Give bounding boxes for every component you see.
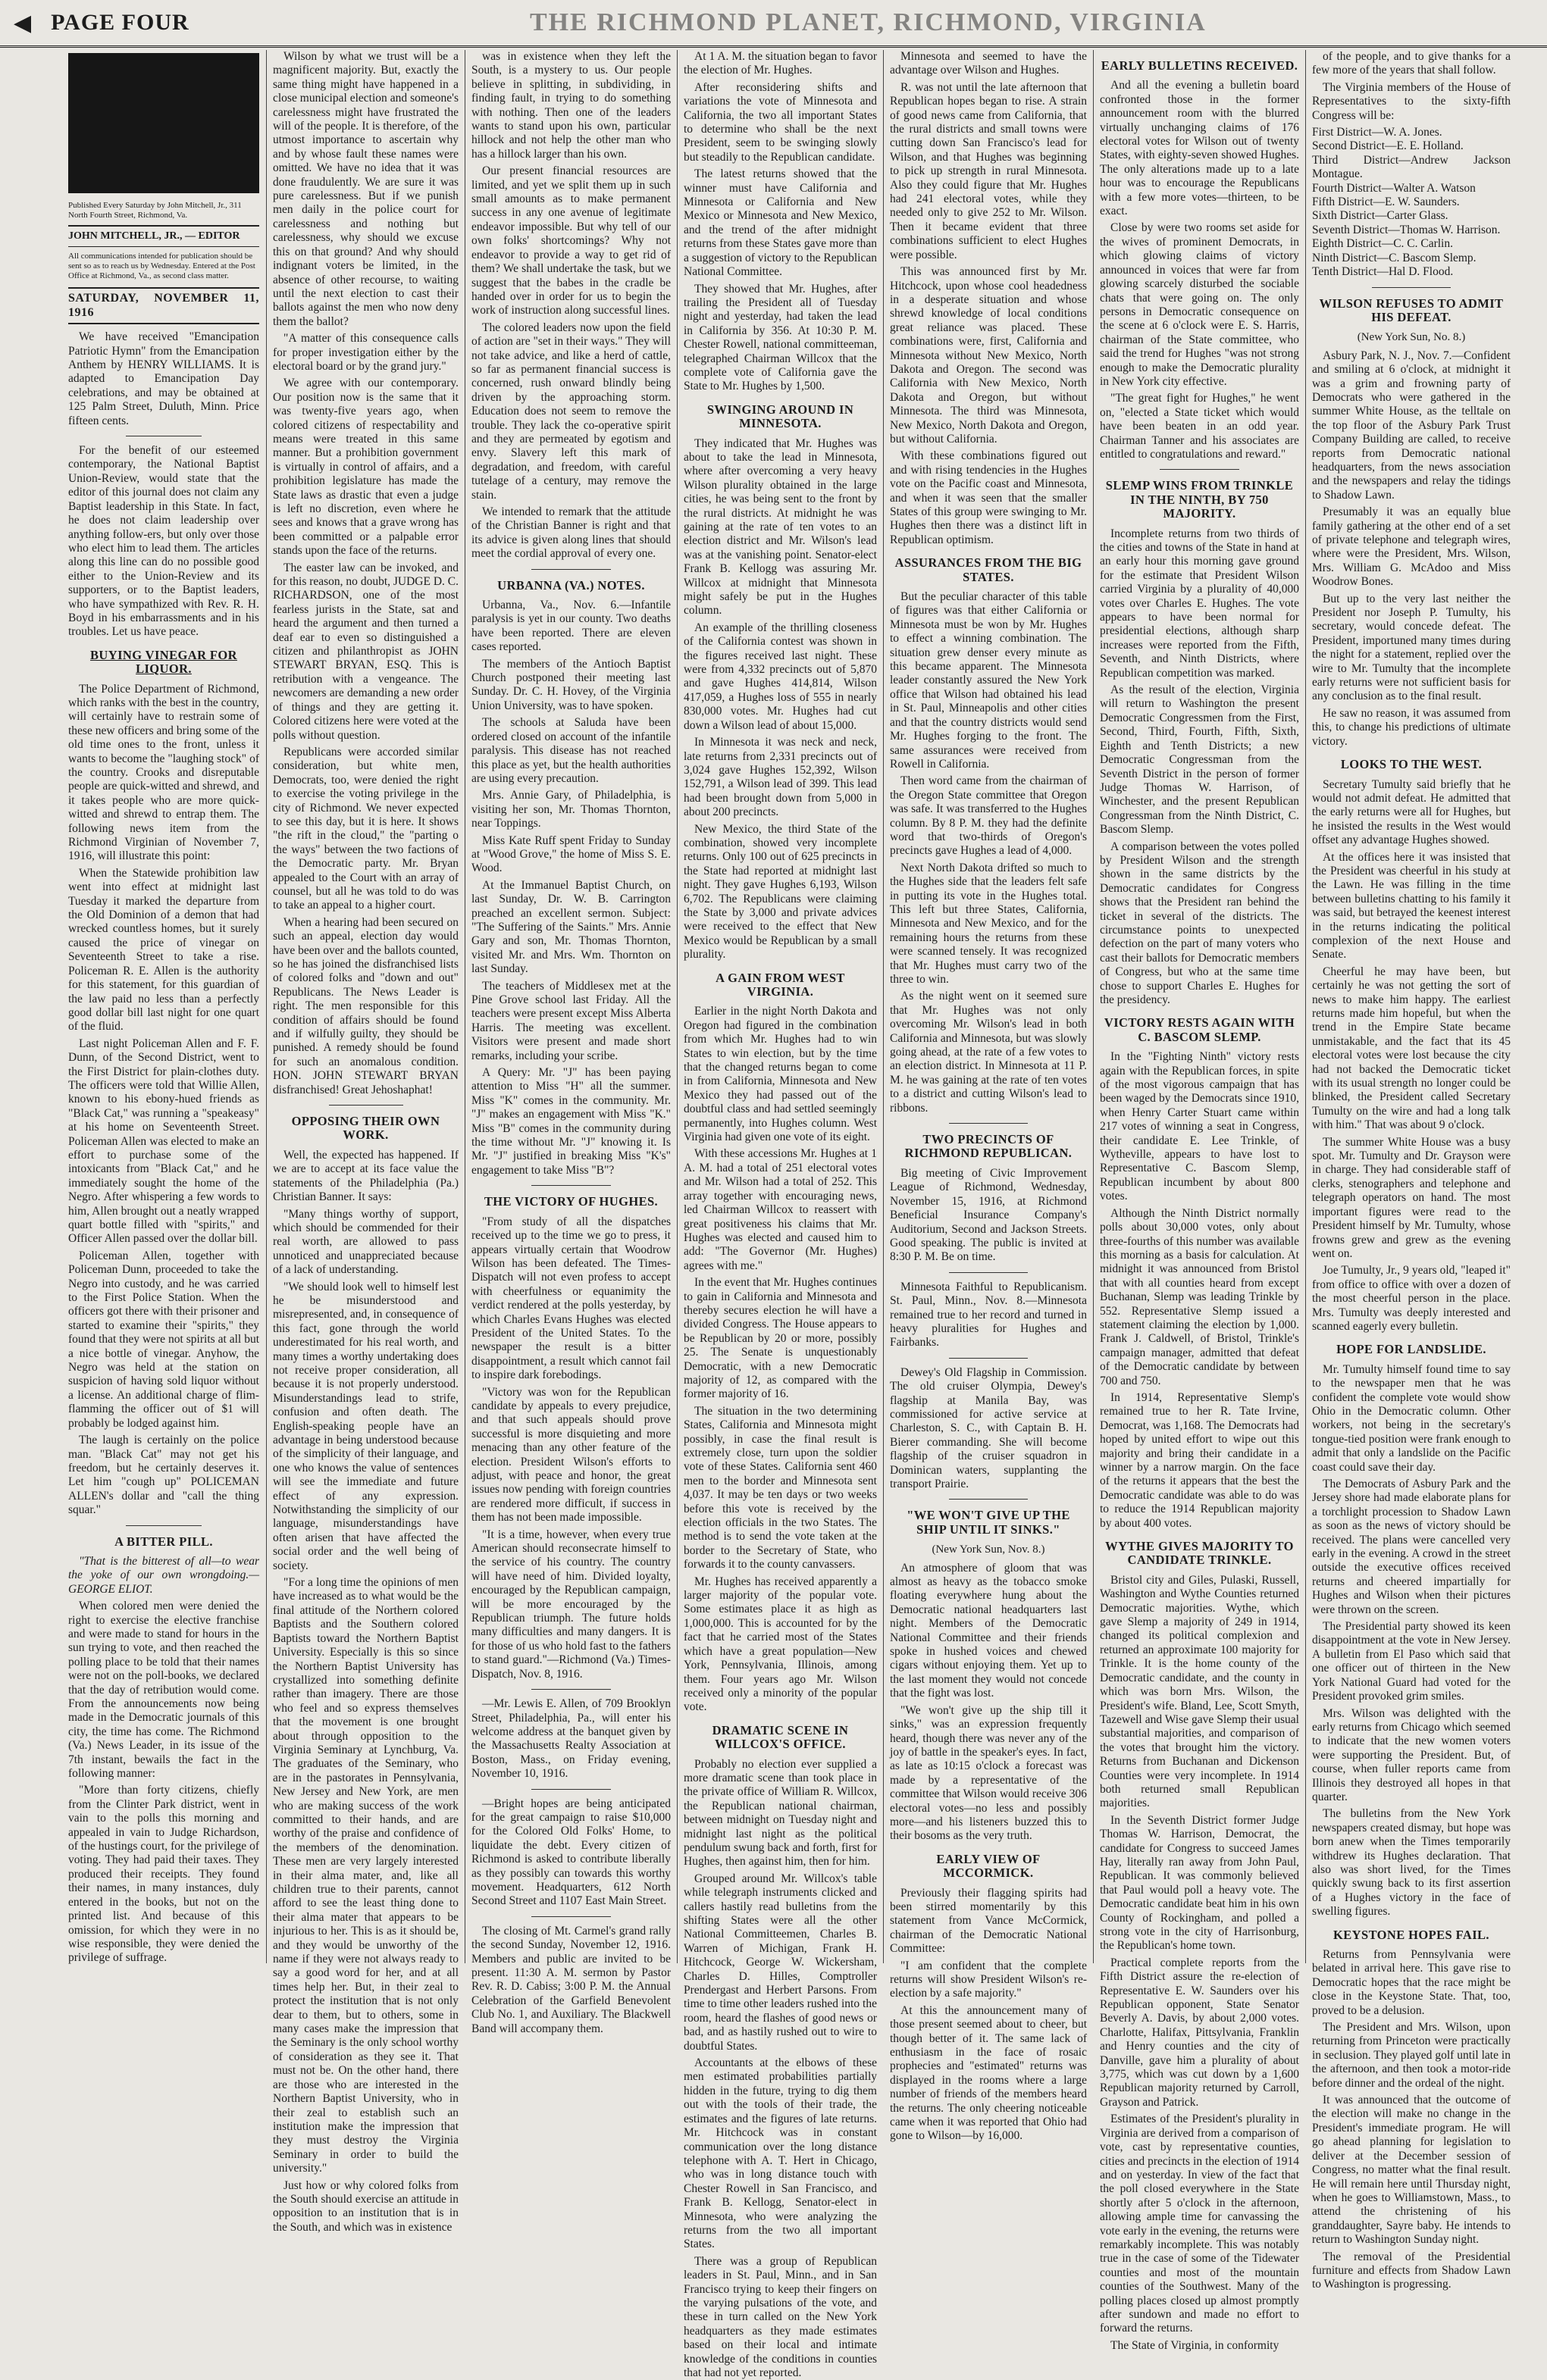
- headline-urbanna: URBANNA (VA.) NOTES.: [497, 577, 645, 593]
- article-paragraph: Republicans were accorded similar consideration, but white men, Democrats, too, were denied the right to exercise the voting privilege in the city of Richmond. We never expected to see this day, but it is here. It shows "the rift in the cloud," the "parting o the ways" between the two factions of the Democratic party. Mr. Bryan appealed to the Court with an array of counsel, but all he was told to do was to take an appeal to a higher court.: [273, 745, 459, 912]
- district-item: Tenth District—Hal D. Flood.: [1312, 265, 1454, 279]
- column-rule: [266, 50, 267, 1963]
- article-paragraph: In 1914, Representative Slemp's remained true to her R. Tate Irvine, Democrat, was 1,168. The Democrats had hoped by united effort to wipe out this majority and bring their candidate in a winner by a narrow margin. On the face of the returns it appears that the best the Democratic candidate was able to do was to reduce the 1914 Republican majority by about 400 votes.: [1100, 1390, 1299, 1530]
- headline-early-bulletins: EARLY BULLETINS RECEIVED.: [1101, 58, 1298, 73]
- separator: [126, 1525, 202, 1526]
- article-paragraph: Secretary Tumulty said briefly that he would not admit defeat. He admitted that the early returns were all for Hughes, but he insisted the results in the West would offset any advantage Hughes showed.: [1312, 777, 1511, 847]
- article-paragraph: Probably no election ever supplied a more dramatic scene than took place in the private office of William R. Willcox, the Republican national chairman, between midnight on Tuesday night and midnight last night as the political pendulum swung back and forth, first for Hughes, then against him, then for him.: [684, 1757, 877, 1869]
- column-rule: [1093, 50, 1094, 1963]
- article-paragraph: Mrs. Annie Gary, of Philadelphia, is visiting her son, Mr. Thomas Thornton, near Toppings.: [471, 789, 671, 830]
- redacted-masthead-block: [68, 53, 259, 193]
- column-5: [890, 50, 1087, 2143]
- article-paragraph: The laugh is certainly on the police man. "Black Cat" may not get his freedom, but he certainly deserves it. Let him "cough up" POLICEMAN ALLEN's dollar and "call the thing squar.": [68, 1434, 259, 1517]
- article-paragraph: —Mr. Lewis E. Allen, of 709 Brooklyn Street, Philadelphia, Pa., will enter his welcome address at the banquet given by the Massachusetts Realty Association at Boston, Mass., on Friday evening, November 10, 1916.: [471, 1697, 671, 1781]
- article-paragraph: As the result of the election, Virginia will return to Washington the present Democratic Congressmen from the First, Second, Third, Fourth, Fifth, Sixth, Eighth and Tenth Districts; a new Democratic Congressman from the Seventh District in the person of former Judge Thomas W. Harrison, of Winchester, and the present Republican Congressman from the Ninth District, C. Bascom Slemp.: [1100, 683, 1299, 837]
- article-paragraph: With these accessions Mr. Hughes at 1 A. M. had a total of 251 electoral votes and Mr. Wilson had a total of 252. This array together with encouraging news, led Chairman Willcox to reassert with great positiveness his claims that Mr. Hughes was elected and caused him to add: "The Governor (Mr. Hughes) agrees with me.": [684, 1147, 877, 1272]
- article-paragraph: When the Statewide prohibition law went into effect at midnight last Tuesday it marked the departure from the Old Dominion of a demon that had wrecked countless homes, but it surely caused the price of vinegar on Seventeenth Street to take a rise. Policeman R. E. Allen is the authority for this statement, for this guardian of the law paid no less than a perfectly good dollar bill last night for one quart of the fluid.: [68, 866, 259, 1034]
- mailing-notice: All communications intended for publication should be sent so as to reach us by Wednesday. Entered at the Post Office at Richmond, Va., as second class matter.: [68, 252, 255, 281]
- article-paragraph: As the night went on it seemed sure that Mr. Hughes was not only overcoming Mr. Wilson's lead in both California and Minnesota, but was slowly going ahead, at the rate of a few votes to an election district. In Minnesota at 11 P. M. he was gaining at the rate of ten votes to a district and cutting Wilson's lead to ribbons.: [890, 990, 1087, 1115]
- headline-wythe: WYTHE GIVES MAJORITY TO CANDIDATE TRINKLE.: [1105, 1539, 1294, 1568]
- article-paragraph: Urbanna, Va., Nov. 6.—Infantile paralysis is yet in our county. Two deaths have been reported. There are eleven cases reported.: [471, 599, 671, 654]
- article-paragraph: Mr. Tumulty himself found time to say to the newspaper men that he was confident the complete vote would show Ohio in the Democratic column. Other workers, not being in the secretary's tongue-tied position were frank enough to admit that only a landslide on the Pacific coast could save their day.: [1312, 1362, 1511, 1474]
- article-paragraph: The easter law can be invoked, and for this reason, no doubt, JUDGE D. C. RICHARDSON, one of the most fearless jurists in the State, sat and heard the argument and then turned a deaf ear to even so distinguished a citizen and philanthropist as JOHN STEWART BRYAN, ESQ. This is retribution with a vengeance. The newcomers are demanding a new order of things and they are getting it. Colored citizens here were voted at the polls without question.: [273, 561, 459, 742]
- article-paragraph: Well, the expected has happened. If we are to accept at its face value the statements of the Philadelphia (Pa.) Christian Banner. It says:: [273, 1148, 459, 1204]
- headline-opposing: OPPOSING THEIR OWN WORK.: [291, 1114, 440, 1143]
- article-paragraph: In Minnesota it was neck and neck, late returns from 2,331 precincts out of 3,024 gave Hughes 152,392, Wilson 152,791, a Wilson lead of 399. This lead had been brought down from 5,000 in about 200 precincts.: [684, 736, 877, 819]
- district-list: [1312, 126, 1511, 279]
- column-3: [471, 50, 671, 2035]
- source-line: (New York Sun, No. 8.): [1357, 331, 1466, 344]
- headline-keystone: KEYSTONE HOPES FAIL.: [1333, 1927, 1489, 1942]
- article-paragraph: Big meeting of Civic Improvement League of Richmond, Wednesday, November 15, 1916, at Richmond Beneficial Insurance Company's Auditorium, Second and Jackson Streets. Good speaking. The public is invited at 8:30 P. M. Be on time.: [890, 1166, 1087, 1264]
- article-paragraph: An atmosphere of gloom that was almost as heavy as the tobacco smoke floating everywhere hung about the Democratic national headquarters last night. Members of the Democratic National Committee and their friends spoke in hushed voices and chewed cigars without enjoying them. Yet up to the last moment they would not concede that the fight was lost.: [890, 1561, 1087, 1700]
- headline-looks-west: LOOKS TO THE WEST.: [1340, 757, 1483, 772]
- article-paragraph: The teachers of Middlesex met at the Pine Grove school last Friday. All the teachers were present except Miss Alberta Harris. The meeting was excellent. Visitors were present and made short remarks, including your scribe.: [471, 979, 671, 1062]
- article-paragraph: "From study of all the dispatches received up to the time we go to press, it appears virtually certain that Woodrow Wilson has been defeated. The Times-Dispatch will not even profess to accept with cheerfulness or equanimity the verdict rendered at the polls yesterday, by which Charles Evans Hughes was elected President of the United States. To the newspaper the result is a bitter disappointment, a result which cannot fail to inspire dark forebodings.: [471, 1215, 671, 1382]
- article-paragraph: The Democrats of Asbury Park and the Jersey shore had made elaborate plans for a torchlight procession to Shadow Lawn as soon as the news of victory should be received. The plans were cancelled very early in the evening. A crowd in the street outside the executive offices received returns and cheered impartially for Hughes and Wilson when their pictures were thrown on the screen.: [1312, 1478, 1511, 1616]
- separator: [949, 1358, 1028, 1359]
- article-paragraph: Accountants at the elbows of these men estimated probabilities partially hidden in the future, trying to dig them out with the tools of their trade, the estimates and the figures of late returns. Mr. Hitchcock was in constant communication over the long distance telephone with A. T. Hert in Chicago, who was in long distance touch with Chester Rowell in San Francisco, and Frank B. Kellogg, Senator-elect in Minnesota, who were analyzing the returns from the two all important States.: [684, 2056, 877, 2251]
- news-brief: Minnesota Faithful to Republicanism. St. Paul, Minn., Nov. 8.—Minnesota remained true to her record and turned in heavy pluralities for Hughes and Fairbanks.: [890, 1280, 1087, 1350]
- headline-richmond-precincts: TWO PRECINCTS OF RICHMOND REPUBLICAN.: [904, 1132, 1073, 1161]
- headline-minnesota: SWINGING AROUND IN MINNESOTA.: [706, 402, 854, 431]
- separator: [1160, 469, 1239, 470]
- article-paragraph: The latest returns showed that the winner must have California and Minnesota or California and New Mexico or Minnesota and New Mexico, and the trend of the after midnight returns from these States gave more than a suggestion of victory to the Republican National Committee.: [684, 167, 877, 279]
- article-paragraph: Practical complete reports from the Fifth District assure the re-election of Representative E. W. Saunders over his Republican opponent, State Senator Beverly A. Davis, by about 2,000 votes. Charlotte, Halifax, Pittsylvania, Franklin and Henry counties and the city of Danville, gave him a plurality of about 3,775, which was cut down by a 1,600 Republican majority returned by Carroll, Grayson and Patrick.: [1100, 1956, 1299, 2109]
- article-paragraph: Although the Ninth District normally polls about 30,000 votes, only about three-fourths of this number was available this morning as a basis for calculation. At midnight it was announced from Bristol that with all counties heard from except Buchanan, Slemp was leading Trinkle by 552. Representative Slemp issued a statement claiming the election by 1,000. Frank J. Caldwell, of Bristol, Trinkle's campaign manager, admitted that defeat of the Democratic candidate by between 700 and 750.: [1100, 1206, 1299, 1387]
- column-2: [273, 50, 459, 2234]
- column-1: [68, 50, 259, 1963]
- headline-willcox-office: DRAMATIC SCENE IN WILLCOX'S OFFICE.: [712, 1722, 849, 1752]
- article-paragraph: A comparison between the votes polled by President Wilson and the strength shown in the same districts by the Democratic candidates for Congress shows that the President ran behind the ticket in several of the districts. The circumstance points to unexpected defection on the part of many voters who cast their ballots for Democratic members of Congress, but who at the same time chose to support Charles E. Hughes for the presidency.: [1100, 840, 1299, 1006]
- column-rule: [1305, 50, 1306, 1963]
- article-paragraph: of the people, and to give thanks for a few more of the years that shall follow.: [1312, 50, 1511, 77]
- article-paragraph: The colored leaders now upon the field of action are "set in their ways." They will not take advice, and like a herd of cattle, so far as permanent financial success is concerned, rush onward blindly being driven by the approaching storm. Education does not seem to remove the trouble. They lack the co-operative spirit and they are permeated by egotism and envy. Slavery left this mark of degradation, and freedom, with careful tutelage of a century, may remove the stain.: [471, 321, 671, 502]
- article-paragraph: "It is a time, however, when every true American should reconsecrate himself to the service of his country. The country will have need of him. Divided loyalty, encouraged by the Republican campaign, will be more encouraged by the Republican triumph. The future holds many difficulties and many dangers. It is for those of us who hold fast to the fathers to stand guard."—Richmond (Va.) Times-Dispatch, Nov. 8, 1916.: [471, 1528, 671, 1681]
- headline-wilson-refuses: WILSON REFUSES TO ADMIT HIS DEFEAT.: [1319, 296, 1504, 324]
- separator: [949, 1123, 1028, 1124]
- district-item: Eighth District—C. C. Carlin.: [1312, 237, 1453, 251]
- column-rule: [883, 50, 884, 1963]
- column-rule: [677, 50, 678, 1963]
- article-paragraph: Just how or why colored folks from the South should exercise an attitude in opposition to an institution that is in the South, and which was in existence: [273, 2178, 459, 2234]
- separator: [531, 569, 611, 570]
- article-paragraph: "The great fight for Hughes," he went on, "elected a State ticket which would have been beaten in an odd year. Chairman Tanner and his associates are entitled to congratulations and reward.": [1100, 392, 1299, 461]
- issue-date: SATURDAY, NOVEMBER 11, 1916: [68, 287, 259, 324]
- article-paragraph: When colored men were denied the right to exercise the elective franchise and were made to stand for hours in the sun trying to vote, and then reached the polling place to be told that their names were not on the poll-books, we declared that the day of retribution would come. From the announcements now being made in the Democratic journals of this city, the time has come. The Richmond (Va.) News Leader, in its issue of the 7th instant, bewails the fact in the following manner:: [68, 1600, 259, 1781]
- article-paragraph: There was a group of Republican leaders in St. Paul, Minn., and in San Francisco trying to keep their fingers on the varying pulsations of the vote, and these in turn called on the New York headquarters as they made estimates based on their local and intimate knowledge of the conditions in counties that had not yet reported.: [684, 2254, 877, 2379]
- article-paragraph: Mr. Hughes has received apparently a larger majority of the popular vote. Some estimates place it as high as 1,000,000. This is accounted for by the fact that he carried most of the States which have a great population—New York, Pennsylvania, Illinois, among them. Four years ago Mr. Wilson received only a minority of the popular vote.: [684, 1575, 877, 1714]
- article-paragraph: When a hearing had been secured on such an appeal, election day would have been over and the ballots counted, so he has joined the disfranchised lists of colored folks and "down and out" Republicans. The News Leader is right. The men responsible for this condition of affairs should be found and if wilfully guilty, they should be punished. A remedy should be found for such an anomalous condition. HON. JOHN STEWART BRYAN disfranchised! Great Jehoshaphat!: [273, 915, 459, 1096]
- column-7: [1312, 50, 1511, 2291]
- paper-title: THE RICHMOND PLANET, RICHMOND, VIRGINIA: [529, 8, 1207, 36]
- article-paragraph: "More than forty citizens, chiefly from the Clinter Park district, went in vain to the polls this morning and appealed in vain to Judge Richardson, of the hustings court, for the privilege of voting. They had paid their taxes. They produced their receipts. They found their names, in many instances, duly entered in the books, but not on the printed list. And because of this omission, for which they were in no wise responsible, they were denied the privilege of suffrage.: [68, 1784, 259, 1965]
- article-paragraph: —Bright hopes are being anticipated for the great campaign to raise $10,000 for the Colored Old Folks' Home, to liquidate the debt. Every citizen of Richmond is asked to contribute liberally as they possibly can towards this worthy movement. Headquarters, 612 North Second Street and 1107 East Main Street.: [471, 1797, 671, 1908]
- article-paragraph: "I am confident that the complete returns will show President Wilson's re-election by a safe majority.": [890, 1959, 1087, 2000]
- article-paragraph: Previously their flagging spirits had been stirred momentarily by this statement from Vance McCormick, chairman of the Democratic National Committee:: [890, 1886, 1087, 1956]
- article-paragraph: Last night Policeman Allen and F. F. Dunn, of the Second District, went to the First District for plain-clothes duty. The officers were told that Willie Allen, known to his ebony-hued friends as "Black Cat," was running a "speakeasy" at his home on Seventeenth Street. Policeman Allen was elected to make an effort to purchase some of the intoxicants from "Black Cat," and he immediately sought the home of the Negro. After whispering a few words to him, Allen brought out a neatly wrapped quart bottle filled with "spirits," and Officer Allen passed over the dollar bill.: [68, 1037, 259, 1246]
- article-paragraph: Cheerful he may have been, but certainly he was not getting the sort of news to make him happy. The earliest returns made him hopeful, but when the trend in the Empire State became unmistakable, and the fact that its 45 electoral votes were lost because the city had not backed the Democratic ticket with its usual strength no longer could be blinked, the President called Secretary Tumulty on the wire and had a long talk with him." That was about 9 o'clock.: [1312, 965, 1511, 1132]
- article-paragraph: The situation in the two determining States, California and Minnesota might possibly, in case the final result is extremely close, turn upon the soldier vote of these States. California sent 460 men to the border and Minnesota sent 4,037. It may be ten days or two weeks before this vote is received by the election officials in the two States. The method is to send the vote taken at the border to the Secretary of State, who forwards it to the county canvassers.: [684, 1404, 877, 1572]
- article-paragraph: With these combinations figured out and with rising tendencies in the Hughes vote on the Pacific coast and Minnesota, and when it was seen that the smaller States of this group were swinging to Mr. Hughes then there was a distinct lift in Republican optimism.: [890, 449, 1087, 546]
- epigraph-quote: "That is the bitterest of all—to wear the yoke of our own wrongdoing.—GEORGE ELIOT.: [68, 1554, 259, 1596]
- headline-vinegar: BUYING VINEGAR FOR LIQUOR.: [90, 647, 237, 677]
- district-item: Fourth District—Walter A. Watson: [1312, 181, 1476, 195]
- district-item: First District—W. A. Jones.: [1312, 126, 1442, 139]
- article-paragraph: They showed that Mr. Hughes, after trailing the President all of Tuesday night and yesterday, had taken the lead in California by 356. At 10:30 P. M. Chester Rowell, national committeeman, telegraphed Chairman Willcox that the complete vote of California gave the State to Mr. Hughes by 1,500.: [684, 282, 877, 393]
- separator: [531, 1185, 611, 1186]
- article-paragraph: Wilson by what we trust will be a magnificent majority. But, exactly the same thing might have happened in a close municipal election and someone's carelessness might have frustrated the will of the people. It is therefore, of the utmost importance to ascertain why and by whose fault these names were omitted. We have no idea that it was done fraudulently. We are sure it was pure carelessness. But if we punish men daily in the police court for carelessness and nothing but carelessness, why should we excuse this on that ground? And why should indignant voters be limited, in the absence of other recourse, to waiting until the next election to cast their ballots against the men who now deny them the ballot?: [273, 50, 459, 328]
- article-paragraph: Bristol city and Giles, Pulaski, Russell, Washington and Wythe Counties returned Democratic majorities. Wythe, which gave Slemp a majority of 249 in 1914, changed its political complexion and returned an approximate 100 majority for Trinkle. It is the home county of the Democratic candidate, and the county in which was born Mrs. Wilson, the President's wife. Bland, Lee, Scott Smyth, Tazewell and Wise gave Slemp their usual substantial majorities, and comparison of the votes that brought him the victory. Returns from Buchanan and Dickenson Counties were very incomplete. In 1914 both returned small Republican majorities.: [1100, 1573, 1299, 1810]
- page-corner-mark: ◀: [14, 10, 32, 36]
- article-paragraph: At the Immanuel Baptist Church, on last Sunday, Dr. W. B. Carrington preached an excellent sermon. Subject: "The Suffering of the Saints." Mrs. Annie Gary and son, Mr. Thomas Thornton, visited Mr. and Mrs. Wm. Thornton on last Sunday.: [471, 878, 671, 976]
- article-paragraph: Estimates of the President's plurality in Virginia are derived from a comparison of vote, cast by representative counties, cities and precincts in the election of 1914 and on yesterday. In view of the fact that the poll closed everywhere in the State shortly after 5 o'clock in the afternoon, allowing ample time for canvassing the vote early in the evening, the returns were remarkably incomplete. This was notably true in the case of some of the Tidewater counties and most of the mountain counties of the Southwest. Many of the polling places closed up almost promptly after sundown and made no effort to forward the returns.: [1100, 2113, 1299, 2335]
- district-item: Sixth District—Carter Glass.: [1312, 209, 1448, 223]
- news-brief: Dewey's Old Flagship in Commission. The old cruiser Olympia, Dewey's flagship at Manila Bay, was commissioned for active service at Charleston, S. C., with Captain B. H. Bierer commanding. She will become flagship of the cruiser squadron in Dominican waters, supplanting the transport Prairie.: [890, 1365, 1087, 1490]
- separator: [531, 1916, 611, 1917]
- article-paragraph: We have received "Emancipation Patriotic Hymn" from the Emancipation Anthem by HENRY WILLIAMS. It is adapted to Emancipation Day celebrations, and may be obtained at 125 Palm Street, Duluth, Minn. Price fifteen cents.: [68, 330, 259, 427]
- article-paragraph: Minnesota and seemed to have the advantage over Wilson and Hughes.: [890, 50, 1087, 77]
- article-paragraph: New Mexico, the third State of the combination, showed very incomplete returns. Only 100 out of 625 precincts in the State had reported at midnight last night. They gave Hughes 6,193, Wilson 6,702. The Republicans were claiming the State by 3,000 and private advices were received to the effect that New Mexico would be Republican by a small plurality.: [684, 822, 877, 962]
- article-paragraph: They indicated that Mr. Hughes was about to take the lead in Minnesota, where after overcoming a very heavy Wilson plurality obtained in the large cities, he was being sent to the front by the rural districts. At midnight he was gaining at the rate of ten votes to an election district and Mr. Wilson's lead was at the vanishing point. Senator-elect Frank B. Kellogg was assuring Mr. Willcox at midnight that Minnesota might safely be put in the Hughes column.: [684, 436, 877, 618]
- headline-landslide: HOPE FOR LANDSLIDE.: [1336, 1342, 1486, 1357]
- article-paragraph: And all the evening a bulletin board confronted those in the former announcement room with the blurred virtually unchanging claims of 176 electoral votes for Wilson out of twenty States, with eighty-seven showed Hughes. The only alterations made up to a late hour was to encourage the Republicans with a few more votes—thirteen, to be exact.: [1100, 79, 1299, 218]
- article-paragraph: But the peculiar character of this table of figures was that either California or Minnesota must be won by Mr. Hughes to effect a winning combination. The situation grew denser every minute as this became apparent. The Minnesota leader constantly assured the New York office that Wilson had obtained his lead in St. Paul, Minneapolis and other cities and that the country districts would send Mr. Hughes forging to the front. The same assurances were received from Rowell in California.: [890, 590, 1087, 771]
- headline-give-up-ship: "WE WON'T GIVE UP THE SHIP UNTIL IT SINKS.": [907, 1508, 1070, 1537]
- article-paragraph: But up to the very last neither the President nor Joseph P. Tumulty, his secretary, would concede defeat. The President, importuned many times during the night for a statement, replied over the wire to Mr. Tumulty that the incomplete early returns were not sufficient basis for any conclusion as to the final result.: [1312, 592, 1511, 703]
- article-paragraph: Mrs. Wilson was delighted with the early returns from Chicago which seemed to indicate that the new women voters were supporting the President. But, of course, when fuller reports came from Illinois they destroyed all hopes in that quarter.: [1312, 1706, 1511, 1803]
- article-paragraph: The President and Mrs. Wilson, upon returning from Princeton were practically in seclusion. They played golf until late in the afternoon, and then took a motor-ride before dinner and the ordeal of the night.: [1312, 2021, 1511, 2090]
- article-paragraph: The members of the Antioch Baptist Church postponed their meeting last Sunday. Dr. C. H. Hovey, of the Virginia Union University, was to have spoken.: [471, 657, 671, 712]
- article-paragraph: After reconsidering shifts and variations the vote of Minnesota and California, the two all important States to determine who shall be the next President, seem to be swinging slowly but steadily to the Republican candidate.: [684, 80, 877, 164]
- headline-west-virginia: A GAIN FROM WEST VIRGINIA.: [716, 970, 845, 999]
- publisher-info: Published Every Saturday by John Mitchell, Jr., 311 North Fourth Street, Richmond, Va.: [68, 201, 242, 220]
- article-paragraph: Joe Tumulty, Jr., 9 years old, "leaped it" from office to office with over a dozen of the most cheerful person in the place. Mrs. Tumulty was deeply interested and scanned eagerly every bulletin.: [1312, 1264, 1511, 1333]
- article-paragraph: For the benefit of our esteemed contemporary, the National Baptist Union-Review, would state that the editor of this journal does not claim any Baptist leadership in this State. In fact, he does not claim leadership over anything follow-ers, but only over those who elect him to lead them. The articles along this line can do no possible good either to the Union-Review and its supporters, or to the Baptist leaders, who have sympathized with Rev. R. H. Boyd in his embarrassments and in his troubles. Let us have peace.: [68, 444, 259, 639]
- article-paragraph: Earlier in the night North Dakota and Oregon had figured in the combination from which Mr. Hughes had to win States to win election, but by the time that the changed returns began to come in from California, Minnesota and New Mexico they had passed out of the doubtful class and had settled seemingly permanently, into Hughes column. West Virginia had given one vote of its eight.: [684, 1005, 877, 1144]
- article-paragraph: Then word came from the chairman of the Oregon State committee that Oregon was safe. It was transferred to the Hughes column. By 8 P. M. they had the definite word that two-thirds of Oregon's precincts gave Hughes a lead of 4,000.: [890, 774, 1087, 858]
- district-item: Ninth District—C. Bascom Slemp.: [1312, 251, 1477, 264]
- article-paragraph: The Virginia members of the House of Representatives to the sixty-fifth Congress will be:: [1312, 80, 1511, 122]
- article-paragraph: "We should look well to himself lest he be misunderstood and misrepresented, and, in consequence of this fact, gone through the world underestimated for his real worth, and many times a worthy undertaking does not receive proper consideration, all because it is not properly understood. Misunderstandings lead to strife, confusion and often death. The English-speaking people have an advantage in being understood because of the simplicity of their language, and one who knows the value of sentences will see the immediate and future effect of any expression. Notwithstanding the simplicity of our language, misunderstandings have often arisen that have affected the social order and the well being of society.: [273, 1280, 459, 1572]
- district-item: Fifth District—E. W. Saunders.: [1312, 195, 1460, 209]
- headline-bitter-pill: A BITTER PILL.: [114, 1534, 213, 1549]
- article-paragraph: Incomplete returns from two thirds of the cities and towns of the State in hand at an early hour this morning gave ground for the estimate that President Wilson carried Virginia by a plurality of 40,000 votes over Charles E. Hughes. The vote appears to have been normal for presidential elections, although sharp increases were reported from the Fifth, Seventh, and Ninth Districts, where Republican competition was marked.: [1100, 527, 1299, 680]
- article-paragraph: Miss Kate Ruff spent Friday to Sunday at "Wood Grove," the home of Miss S. E. Wood.: [471, 833, 671, 875]
- editor-line: JOHN MITCHELL, JR., — EDITOR: [68, 225, 259, 247]
- headline-victory-hughes: THE VICTORY OF HUGHES.: [484, 1194, 659, 1209]
- district-item: Second District—E. E. Holland.: [1312, 139, 1464, 153]
- article-paragraph: In the Seventh District former Judge Thomas W. Harrison, Democrat, the candidate for Congress to succeed James Hay, literally ran away from John Paul, Republican. It was commonly believed that Paul would poll a heavy vote. The Democratic candidate beat him in his own County of Rockingham, and polled a strong vote in the city of Harrisonburg, the Republican's home town.: [1100, 1813, 1299, 1953]
- headline-mccormick: EARLY VIEW OF MCCORMICK.: [936, 1851, 1041, 1881]
- article-paragraph: "For a long time the opinions of men have increased as to what would be the final attitude of the Northern colored Baptists and the Southern colored Baptists toward the Northern Baptist University. Especially is this so since the Northern Baptist University has crystallized into something definite rather than imagery. There are those who feel and so express themselves that the movement is one brought about through opposition to the Virginia Seminary at Lynchburg, Va. The graduates of the Seminary, who are in the pastorates in Pennsylvania, New Jersey and New York, are men who are making success of the work committed to their hands, and are worthy of the praise and confidence of the members of the denomination. These men are very largely interested in their alma mater, and, like all children true to their parents, cannot afford to see the least thing done to their alma mater that appears to be injurious to her. This is as it should be, and they would be unworthy of the name if they were not always ready to say a good word for her, and at all times help her. But, in their zeal to protect the institution that is not only dear to them, but to others, some in many cases make the impression that the Seminary is the only school worthy of consideration as they see it. That must not be. On the other hand, there are those who are interested in the Northern Baptist University, who in their zeal to establish such an institution make the impression that they must destroy the Virginia Seminary in order to build the university.": [273, 1576, 459, 2175]
- article-paragraph: In the "Fighting Ninth" victory rests again with the Republican forces, in spite of the most vigorous campaign that has been waged by the Democrats since 1910, when Henry Carter Stuart came within 217 votes of winning a seat in Congress, their candidate E. Lee Trinkle, of Wytheville, appears to have lost to Representative C. Bascom Slemp, Republican incumbent by about 800 votes.: [1100, 1050, 1299, 1203]
- article-paragraph: He saw no reason, it was assumed from this, to change his predictions of ultimate victory.: [1312, 706, 1511, 748]
- article-paragraph: We agree with our contemporary. Our position now is the same that it was twenty-five years ago, when colored citizens of respectability and means were treated in this same manner. But a prohibition government is virtually in control of affairs, and a prohibition legislature has made the State laws as drastic that even a judge is left no discretion, even where he sees and knows that a grave wrong has been committed or a palpable error stands upon the face of the returns.: [273, 377, 459, 558]
- article-paragraph: At 1 A. M. the situation began to favor the election of Mr. Hughes.: [684, 50, 877, 77]
- column-4: [684, 50, 877, 2379]
- article-paragraph: At the offices here it was insisted that the President was cheerful in his study at the Lawn. He was filling in the time between bulletins chatting to his family it was said, but betrayed the keenest interest in the returns indicating the political complexion of the next House and Senate.: [1312, 850, 1511, 962]
- headline-slemp-wins: SLEMP WINS FROM TRINKLE IN THE NINTH, BY 750 MAJORITY.: [1105, 478, 1294, 521]
- source-line: (New York Sun, Nov. 8.): [932, 1543, 1045, 1556]
- page-label: PAGE FOUR: [51, 10, 189, 35]
- article-paragraph: Presumably it was an equally blue family gathering at the other end of a set of private telephone and telegraph wires, where were the President, Mrs. Wilson, Mrs. William G. McAdoo and Miss Woodrow Bones.: [1312, 505, 1511, 589]
- district-item: Third District—Andrew Jackson Montague.: [1312, 153, 1511, 181]
- article-paragraph: A Query: Mr. "J" has been paying attention to Miss "H" all the summer. Miss "K" comes in the community. Mr. "J" makes an engagement with Miss "K." Miss "B" comes in the community during the time without Mr. "J" knowing it. Is Mr. "J" justified in breaking Miss "K's" engagement to take Miss "B"?: [471, 1066, 671, 1177]
- article-paragraph: We intended to remark that the attitude of the Christian Banner is right and that its advice is given along lines that should meet the cordial approval of every one.: [471, 505, 671, 561]
- article-paragraph: Close by were two rooms set aside for the wives of prominent Democrats, in which glowing claims of victory announced in voices that were far from glowing scarcely disturbed the sociable chats that were going on. The only persons in Democratic consequence on the scene at 6 o'clock were E. S. Harris, chairman of the State committee, who said the trend for Hughes "was not strong enough to make the Democratic plurality in New York city effective.: [1100, 221, 1299, 388]
- article-paragraph: Asbury Park, N. J., Nov. 7.—Confident and smiling at 6 o'clock, at midnight it was a grim and frowning party of Democrats who were gathered in the summer White House, as the telltale on the top floor of the Asbury Park Trust Company Building are called, to receive reports from Democratic national headquarters, from the news association and the newspapers and relay the tidings to Shadow Lawn.: [1312, 349, 1511, 502]
- article-paragraph: Returns from Pennsylvania were belated in arrival here. This gave rise to Democratic hopes that the race might be close in the Keystone State. That, too, proved to be a delusion.: [1312, 1948, 1511, 2017]
- separator: [531, 1789, 611, 1790]
- article-paragraph: In the event that Mr. Hughes continues to gain in California and Minnesota and thereby secures election he will have a divided Congress. The House appears to be Republican by 20 or more, possibly 25. The Senate is unquestionably Democratic, with a new Democratic majority of 12, as compared with the former majority of 16.: [684, 1276, 877, 1401]
- article-paragraph: "Victory was won for the Republican candidate by appeals to every prejudice, and that such appeals should prove successful is more disquieting and more menacing than any other feature of the election. President Wilson's efforts to adjust, with peace and honor, the great issues now pending with foreign countries are rendered more difficult, if success in them has not been made impossible.: [471, 1385, 671, 1525]
- separator: [1372, 287, 1451, 288]
- article-paragraph: "Many things worthy of support, which should be commended for their real worth, are allowed to pass unnoticed and unappreciated because of a lack of understanding.: [273, 1207, 459, 1277]
- article-paragraph: The bulletins from the New York newspapers created dismay, but hope was born anew when the Times temporarily withdrew its Hughes declaration. That also was short lived, for the Times quickly swung back to its first assertion of a Hughes victory in the face of swelling figures.: [1312, 1807, 1511, 1919]
- article-paragraph: "A matter of this consequence calls for proper investigation either by the electoral board or by the grand jury.": [273, 332, 459, 373]
- article-paragraph: Policeman Allen, together with Policeman Dunn, proceeded to take the Negro into custody, and he was carried to the First Police Station. When the officers got there with their prisoner and started to examine their "spirits," they found that they were not spirits at all but a nice bottle of vinegar. Anyhow, the Negro was held at the station on suspicion of having sold liquor without a license. An additional charge of flim-flamming the officer out of $1 will probably be lodged against him.: [68, 1249, 259, 1430]
- article-paragraph: The State of Virginia, in conformity: [1110, 2338, 1279, 2352]
- article-paragraph: The removal of the Presidential furniture and effects from Shadow Lawn to Washington is progressing.: [1312, 2250, 1511, 2291]
- article-paragraph: The schools at Saluda have been ordered closed on account of the infantile paralysis. This disease has not reached this place as yet, but the health authorities are using every precaution.: [471, 716, 671, 785]
- masthead: [0, 0, 1547, 48]
- article-paragraph: Next North Dakota drifted so much to the Hughes side that the leaders felt safe in putting its vote in the Hughes total. This left but three States, California, Minnesota and New Mexico, and for the remaining hours the returns from these were scanned tensely. It was recognized that Mr. Hughes must carry two of the three to win.: [890, 861, 1087, 986]
- district-item: Seventh District—Thomas W. Harrison.: [1312, 223, 1501, 236]
- article-paragraph: The closing of Mt. Carmel's grand rally the second Sunday, November 12, 1916. Members and public are invited to be present. 11:30 A. M. sermon by Pastor Rev. R. D. Cabiss; 3:00 P. M. the Annual Celebration of the Garfield Benevolent Club No. 1, and Auxiliary. The Blackwell Band will accompany them.: [471, 1924, 671, 2035]
- article-paragraph: Grouped around Mr. Willcox's table while telegraph instruments clicked and callers hastily read bulletins from the shifting States were all the other National Committeemen, Charles B. Warren of Michigan, Frank H. Hitchcock, George W. Wickersham, Charles D. Hilles, Comptroller Prendergast and Herbert Parsons. From time to time other leaders rushed into the room, heard the flashes of good news or bad, and as hastily rushed out to wire to doubtful States.: [684, 1872, 877, 2053]
- headline-big-states: ASSURANCES FROM THE BIG STATES.: [894, 555, 1082, 584]
- article-paragraph: "We won't give up the ship till it sinks," was an expression frequently heard, though there was never any of the joy of battle in the speaker's eyes. In fact, as late as 10:15 o'clock a forecast was made by a representative of the committee that Wilson would receive 306 electoral votes—no less and possibly more—and his listeners buzzed this to their bosoms as the very truth.: [890, 1703, 1087, 1843]
- article-paragraph: The summer White House was a busy spot. Mr. Tumulty and Dr. Grayson were in charge. They had considerable staff of clerks, stenographers and telephone and telegraph operators on hand. The most important figures were read to the President himself by Mr. Tumulty, whose frowns grew and grew as the evening went on.: [1312, 1135, 1511, 1260]
- separator: [329, 1105, 403, 1106]
- separator: [531, 1689, 611, 1690]
- article-paragraph: Our present financial resources are limited, and yet we split them up in such small amounts as to make permanent success in any one avenue of legitimate endeavor impossible. But why tell of our own folks' shortcomings? Why not endeavor to provide a way to get rid of them? We shall undertake the task, but we suggest that the babes in the cradle be handed over in order for us to begin the work of instruction along successful lines.: [471, 164, 671, 317]
- separator: [949, 1272, 1028, 1273]
- article-paragraph: At this the announcement many of those present seemed about to cheer, but though better of it. The same lack of enthusiasm in the face of rosaic prophecies and "estimated" returns was displayed in the rooms where a large number of friends of the members heard the returns. The only cheering noticeable came when it was reported that Ohio had gone to Wilson—by 16,000.: [890, 2003, 1087, 2143]
- headline-victory-slemp: VICTORY RESTS AGAIN WITH C. BASCOM SLEMP.: [1104, 1015, 1295, 1044]
- article-paragraph: It was announced that the outcome of the election will make no change in the President's immediate program. He will go ahead planning for legislation to deliver at the December session of Congress, no matter what the final result. He will remain here until Thursday night, when he goes to Williamstown, Mass., to attend the christening of his granddaughter, Sayre baby. He intends to return to Washington Sunday night.: [1312, 2094, 1511, 2247]
- article-paragraph: The Police Department of Richmond, which ranks with the best in the country, will certainly have to restrain some of these new officers and bring some of the old time ones to the front, unless it wants to become the "laughing stock" of the country. Crooks and disreputable people are quick-witted and shrewd, and it takes people who are more quick-witted and shrewd to entrap them. The following news item from the Richmond Virginian of November 7, 1916, will illustrate this point:: [68, 682, 259, 863]
- article-paragraph: The Presidential party showed its keen disappointment at the vote in New Jersey. A bulletin from El Paso which said that one officer out of thirteen in the New York National Guard had voted for the President provoked grim smiles.: [1312, 1620, 1511, 1703]
- separator: [949, 1499, 1028, 1500]
- article-paragraph: An example of the thrilling closeness of the California contest was shown in the figures received last night. These were from 4,332 precincts out of 5,870 and gave Hughes 414,814, Wilson 417,059, a Hughes loss of 555 in nearly 830,000 votes. Mr. Hughes had cut down a Wilson lead of about 15,000.: [684, 621, 877, 732]
- article-paragraph: This was announced first by Mr. Hitchcock, upon whose cool headedness in a desperate situation and whose shrewd knowledge of local conditions great reliance was placed. These combinations were, first, California and Minnesota without New Mexico, North Dakota and Oregon. The second was California with New Mexico, North Dakota and Oregon, but without Minnesota. The third was Minnesota, New Mexico, North Dakota and Oregon, but without California.: [890, 265, 1087, 446]
- column-6: [1100, 50, 1299, 2352]
- article-paragraph: was in existence when they left the South, is a mystery to us. Our people believe in splitting, in subdividing, in finding fault, in trying to do something with nothing. Then one of the leaders wants to stand upon his own, particular hillock and not help the other man who has a hillock larger than his own.: [471, 50, 671, 161]
- article-paragraph: R. was not until the late afternoon that Republican hopes began to rise. A strain of good news came from California, that the rural districts and small towns were cutting down San Francisco's lead for Wilson, and that Hughes was beginning to pick up strength in rural Minnesota. Also they could figure that Mr. Hughes had 241 electoral votes, while they needed only to give 252 to Mr. Wilson. Then it became evident that three combinations sufficient to elect Hughes were possible.: [890, 80, 1087, 261]
